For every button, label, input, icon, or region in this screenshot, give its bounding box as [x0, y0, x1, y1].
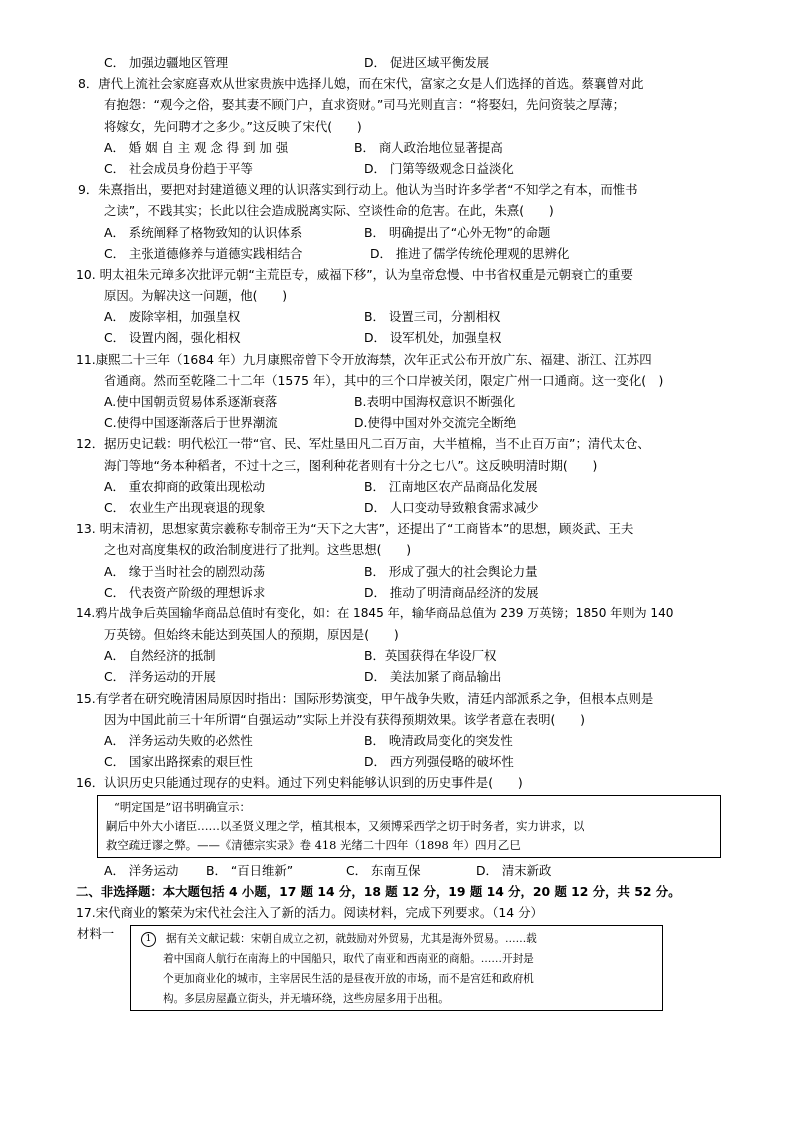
q12-option-b[interactable]: B． 江南地区农产品商品化发展	[364, 478, 538, 494]
q10-option-a[interactable]: A． 废除宰相，加强皇权	[104, 309, 241, 325]
q16-option-c[interactable]: C． 东南互保	[346, 862, 421, 878]
q16-source-line-1: “明定国是”诏书明确宣示：	[114, 799, 251, 814]
q15-option-a[interactable]: A． 洋务运动失败的必然性	[104, 733, 253, 748]
q10-option-d[interactable]: D． 设军机处，加强皇权	[364, 330, 502, 346]
q11-option-a[interactable]: A.使中国朝贡贸易体系逐渐衰落	[104, 394, 278, 409]
q15-option-c[interactable]: C． 国家出路探索的艰巨性	[104, 754, 253, 770]
question-15-stem-line-1: 15.有学者在研究晚清困局原因时指出：国际形势演变，甲午战争失败，清廷内部派系之争，但根本点则是	[76, 690, 654, 706]
q14-option-a[interactable]: A． 自然经济的抵制	[104, 648, 216, 664]
q15-option-d[interactable]: D． 西方列强侵略的破坏性	[364, 754, 514, 770]
question-9	[0, 179, 794, 264]
q8-option-b[interactable]: B． 商人政治地位显著提高	[354, 139, 503, 155]
question-8-stem-line-3: 将嫁女，先问聘才之多少。”这反映了宋代( )	[104, 118, 362, 134]
q7-option-c[interactable]: C． 加强边疆地区管理	[104, 55, 229, 70]
q16-option-d[interactable]: D． 清末新政	[476, 862, 552, 878]
question-9-stem-line-1: 9．朱熹指出，要把对封建道德义理的认识落实到行动上。他认为当时许多学者“不知学之有本，而惟书	[78, 182, 638, 198]
question-11-stem-line-2: 省通商。然而至乾隆二十二年（1575 年），其中的三个口岸被关闭，限定广州一口通商。这一变化( )	[104, 372, 664, 388]
q9-option-d[interactable]: D． 推进了儒学传统伦理观的思辨化	[370, 245, 570, 261]
q14-option-b[interactable]: B．英国获得在华设厂权	[364, 648, 497, 664]
q17-material-line-3: 个更加商业化的城市，主宰居民生活的是昼夜开放的市场，而不是宫廷和政府机	[163, 973, 534, 986]
q13-option-b[interactable]: B． 形成了强大的社会舆论力量	[364, 563, 538, 579]
q13-option-d[interactable]: D． 推动了明清商品经济的发展	[364, 584, 539, 600]
q11-option-c[interactable]: C.使得中国逐渐落后于世界潮流	[104, 415, 278, 431]
q16-source-line-2: 嗣后中外大小诸臣……以圣贤义理之学，植其根本，又须博采西学之切于时务者，实力讲求，以	[106, 818, 585, 833]
q10-option-c[interactable]: C． 设置内阁，强化相权	[104, 330, 241, 346]
question-17-stem: 17.宋代商业的繁荣为宋代社会注入了新的活力。阅读材料，完成下列要求。（14 分）	[76, 904, 543, 920]
q16-source-line-3: 救空疏迂谬之弊。——《清德宗实录》卷 418 光绪二十四年（1898 年）四月乙巳	[106, 837, 521, 852]
q11-option-d[interactable]: D.使得中国对外交流完全断绝	[354, 415, 517, 431]
question-13-stem-line-2: 之也对高度集权的政治制度进行了批判。这些思想( )	[104, 542, 412, 558]
question-10	[0, 264, 794, 349]
q13-option-c[interactable]: C． 代表资产阶级的理想诉求	[104, 584, 266, 600]
q16-source-box	[97, 795, 721, 858]
question-8-stem-line-1: 8．唐代上流社会家庭喜欢从世家贵族中选择儿媳，而在宋代，富家之女是人们选择的首选。蔡襄曾对此	[78, 76, 644, 92]
question-15	[0, 688, 794, 773]
material-label: 材料一	[77, 926, 115, 942]
q16-option-b[interactable]: B． “百日维新”	[206, 862, 294, 878]
question-13-stem-line-1: 13. 明末清初，思想家黄宗羲称专制帝王为“天下之大害”，还提出了“工商皆本”的思想，顾炎武、王夫	[76, 521, 634, 537]
q12-option-d[interactable]: D． 人口变动导致粮食需求减少	[364, 499, 539, 515]
question-17	[0, 902, 794, 1015]
q17-material-line-4: 构。多层房屋矗立街头，并无墙环绕，这些房屋多用于出租。	[163, 993, 450, 1006]
q16-option-a[interactable]: A． 洋务运动	[104, 862, 179, 878]
question-13	[0, 518, 794, 603]
question-8-stem-line-2: 有抱怨：“观今之俗，娶其妻不顾门户，直求资财。”司马光则直言：“将娶妇，先问资装之厚薄；	[104, 97, 626, 113]
q17-material-box	[130, 925, 663, 1011]
q14-option-c[interactable]: C． 洋务运动的开展	[104, 669, 216, 685]
question-16	[0, 772, 794, 880]
circled-number: 1	[141, 932, 156, 947]
question-14	[0, 603, 794, 688]
q14-option-d[interactable]: D． 美法加紧了商品输出	[364, 669, 502, 685]
exam-page	[0, 52, 794, 1015]
q12-option-c[interactable]: C． 农业生产出现衰退的现象	[104, 499, 266, 515]
q7-options	[0, 52, 794, 73]
q13-option-a[interactable]: A． 缘于当时社会的剧烈动荡	[104, 563, 266, 579]
q10-option-b[interactable]: B． 设置三司，分割相权	[364, 309, 501, 325]
q11-option-b[interactable]: B.表明中国海权意识不断强化	[354, 394, 516, 409]
q9-option-b[interactable]: B． 明确提出了“心外无物”的命题	[364, 224, 551, 240]
q9-option-c[interactable]: C． 主张道德修养与道德实践相结合	[104, 245, 303, 261]
q12-option-a[interactable]: A． 重农抑商的政策出现松动	[104, 478, 266, 494]
q7-option-d[interactable]: D． 促进区域平衡发展	[364, 55, 489, 70]
question-9-stem-line-2: 之读”，不践其实；长此以往会造成脱离实际、空谈性命的危害。在此，朱熹( )	[104, 203, 554, 219]
section-2-heading: 二、非选择题：本大题包括 4 小题，17 题 14 分，18 题 12 分，19 题 14 分，20 题 12 分，共 52 分。	[76, 883, 681, 899]
question-11	[0, 349, 794, 434]
question-10-stem-line-2: 原因。为解决这一问题，他( )	[104, 288, 288, 304]
q17-material-line-1: 据有关文献记载：宋朝自成立之初，就鼓励对外贸易，尤其是海外贸易。……载	[166, 933, 537, 946]
q15-option-b[interactable]: B． 晚清政局变化的突发性	[364, 733, 513, 748]
question-11-stem-line-1: 11.康熙二十三年（1684 年）九月康熙帝曾下令开放海禁，次年正式公布开放广东、福建、浙江、江苏四	[76, 351, 652, 367]
question-14-stem-line-1: 14.鸦片战争后英国输华商品总值时有变化，如：在 1845 年，输华商品总值为 239 万英镑；1850 年则为 140	[76, 605, 674, 620]
q8-option-a[interactable]: A． 婚 姻 自 主 观 念 得 到 加 强	[104, 139, 289, 155]
question-14-stem-line-2: 万英镑。但始终未能达到英国人的预期，原因是( )	[104, 627, 399, 643]
question-15-stem-line-2: 因为中国此前三十年所谓“自强运动”实际上并没有获得预期效果。该学者意在表明( )	[104, 711, 585, 727]
question-8	[0, 73, 794, 179]
question-12-stem-line-1: 12．据历史记载：明代松江一带“官、民、军灶垦田凡二百万亩，大半植棉，当不止百万亩”；清代太仓、	[76, 436, 650, 452]
question-10-stem-line-1: 10. 明太祖朱元璋多次批评元朝“主荒臣专，威福下移”，认为皇帝怠慢、中书省权重是元朝衰亡的重要	[76, 266, 633, 282]
question-12-stem-line-2: 海门等地“务本种稻者，不过十之三，图利种花者则有十分之七八”。这反映明清时期( )	[104, 457, 598, 473]
q17-material-line-2: 着中国商人航行在南海上的中国船只，取代了南亚和西南亚的商船。……开封是	[163, 953, 534, 966]
question-16-stem: 16．认识历史只能通过现存的史料。通过下列史料能够认识到的历史事件是( )	[76, 775, 523, 791]
q8-option-c[interactable]: C． 社会成员身份趋于平等	[104, 160, 253, 176]
q17-material-1	[0, 923, 794, 1015]
question-12	[0, 433, 794, 518]
q9-option-a[interactable]: A． 系统阐释了格物致知的认识体系	[104, 224, 303, 240]
q8-option-d[interactable]: D． 门第等级观念日益淡化	[364, 160, 514, 176]
